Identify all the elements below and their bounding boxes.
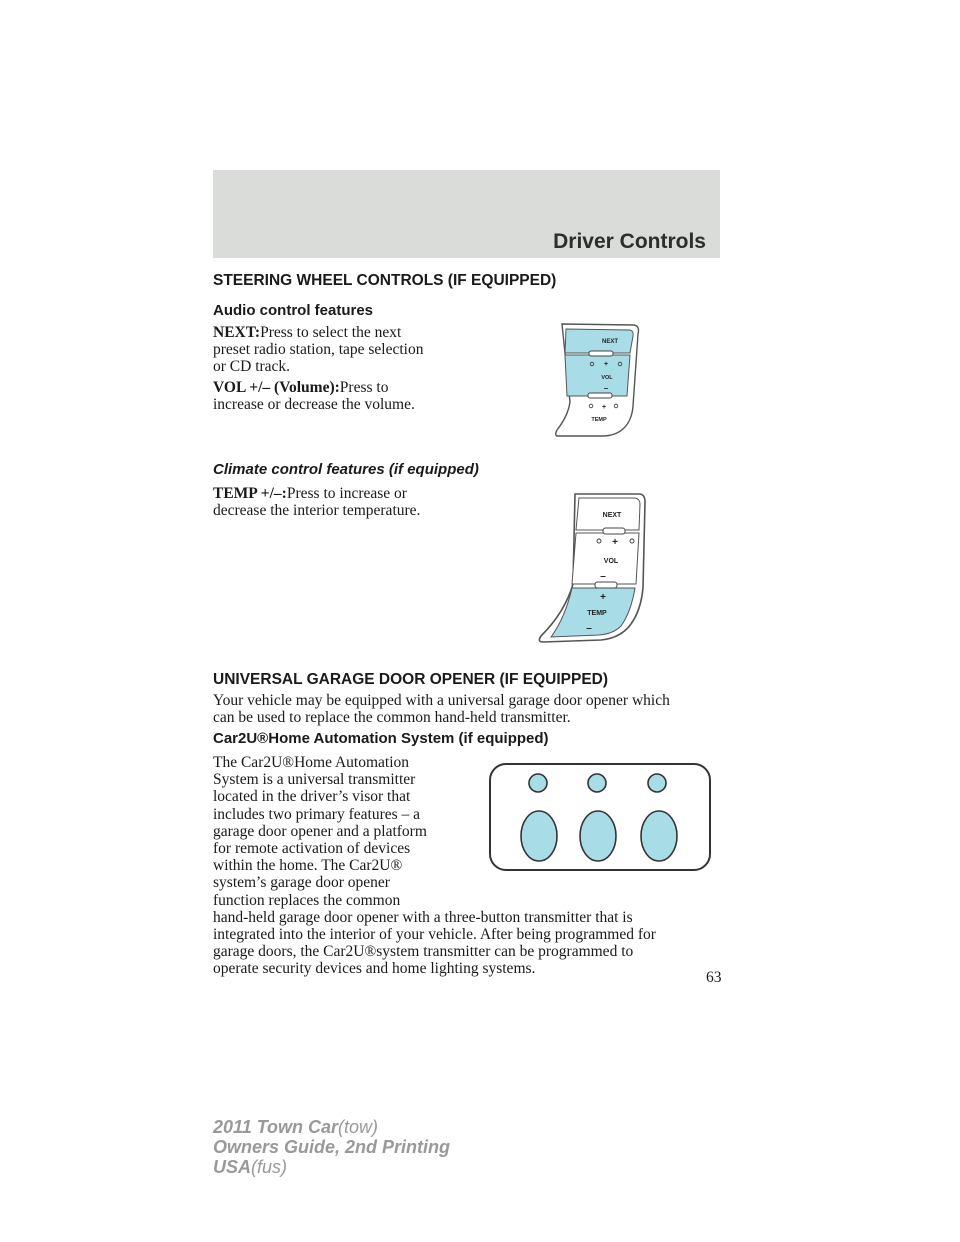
indicator-light — [648, 774, 666, 792]
fig1-next-label: NEXT — [601, 339, 619, 345]
page-number: 63 — [706, 969, 722, 986]
indicator-light — [588, 774, 606, 792]
section-header-band — [213, 170, 720, 258]
vol-description: VOL +/– (Volume):Press to increase or decrease the volume. — [213, 379, 415, 414]
next-term: NEXT: — [213, 324, 261, 341]
svg-text:+: + — [612, 537, 618, 548]
fig2-temp-label: TEMP — [587, 610, 607, 617]
fig2-next-label: NEXT — [602, 512, 622, 519]
transmitter-button-1 — [521, 811, 557, 861]
fig1-vol-label: VOL — [601, 375, 613, 381]
audio-heading: Audio control features — [213, 302, 374, 319]
steering-heading: STEERING WHEEL CONTROLS (IF EQUIPPED) — [213, 272, 557, 289]
car2u-heading: Car2U®Home Automation System (if equipped) — [213, 730, 549, 747]
indicator-light — [529, 774, 547, 792]
next-description: NEXT:Press to select the next preset radio station, tape selection or CD track. — [213, 324, 424, 376]
garage-heading: UNIVERSAL GARAGE DOOR OPENER (IF EQUIPPED) — [213, 671, 609, 688]
svg-text:–: – — [600, 571, 606, 582]
transmitter-button-2 — [580, 811, 616, 861]
temp-description: TEMP +/–:Press to increase or decrease the interior temperature. — [213, 485, 421, 520]
svg-text:–: – — [586, 623, 592, 634]
svg-text:+: + — [601, 404, 607, 411]
section-title: Driver Controls — [553, 230, 706, 253]
audio-control-figure — [550, 318, 645, 444]
temp-term: TEMP +/–: — [213, 485, 287, 502]
svg-text:–: – — [603, 384, 609, 393]
garage-intro: Your vehicle may be equipped with a universal garage door opener which can be used to replace the common hand-held transmitter. — [213, 692, 670, 727]
vol-term: VOL +/– (Volume): — [213, 379, 340, 396]
car2u-body: The Car2U®Home Automation System is a universal transmitter located in the driver’s visor that includes two primary features – a garage door opener and a platform for remote activation of devices within the home. The Car2U® system’s garage door opener function replaces the common hand-held garage door opener with a three-button transmitter that is integrated into the interior of your vehicle. After being programmed for garage doors, the Car2U®system transmitter can be programmed to operate security devices and home lighting systems. — [213, 754, 656, 978]
climate-control-figure — [535, 488, 647, 648]
fig1-temp-label: TEMP — [591, 417, 607, 423]
svg-text:+: + — [603, 361, 609, 368]
fig2-vol-label: VOL — [603, 558, 619, 565]
svg-text:+: + — [600, 592, 606, 603]
car2u-transmitter-figure — [488, 762, 712, 872]
climate-heading: Climate control features (if equipped) — [213, 461, 479, 478]
transmitter-button-3 — [641, 811, 677, 861]
footer: 2011 Town Car(tow) Owners Guide, 2nd Printing USA(fus) — [213, 1117, 451, 1177]
